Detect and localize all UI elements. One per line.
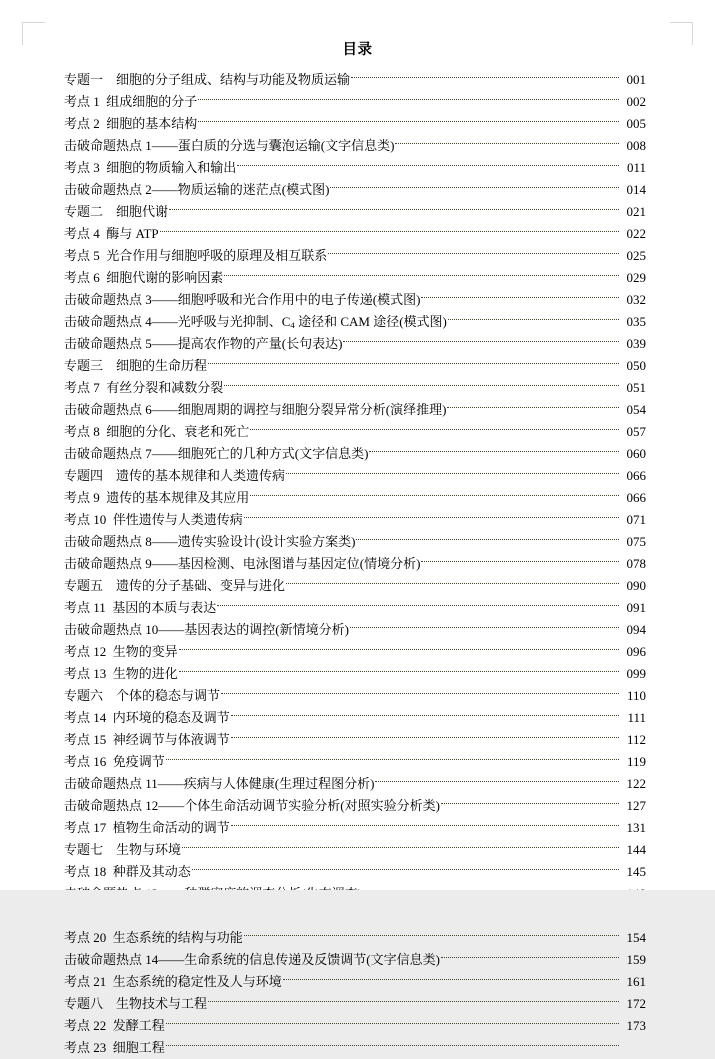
toc-entry-label: 考点 16 免疫调节 <box>64 754 165 769</box>
toc-entry-label: 击破命题热点 1——蛋白质的分选与囊泡运输(文字信息类) <box>64 138 395 153</box>
toc-entry-page-number: 161 <box>626 974 646 989</box>
toc-dot-leader <box>221 678 619 700</box>
page-title: 目录 <box>342 42 373 58</box>
toc-entry-label: 专题五 遗传的分子基础、变异与进化 <box>64 578 286 593</box>
toc-entry-label: 击破命题热点 10——基因表达的调控(新情境分析) <box>64 622 349 637</box>
toc-entry-label: 专题一 细胞的分子组成、结构与功能及物质运输 <box>64 72 351 87</box>
toc-dot-leader <box>286 458 619 480</box>
toc-entry-page-number: 099 <box>626 666 646 681</box>
toc-entry-label: 考点 10 伴性遗传与人类遗传病 <box>64 512 243 527</box>
toc-dot-leader <box>350 612 619 634</box>
toc-entry-page-number: 005 <box>626 116 646 131</box>
toc-entry-label: 考点 20 生态系统的结构与功能 <box>64 930 243 945</box>
toc-dot-leader <box>160 216 619 238</box>
toc-entry-page-number: 111 <box>627 710 646 725</box>
toc-entry-page-number: 119 <box>626 754 646 769</box>
toc-entry-page-number: 057 <box>626 424 646 439</box>
toc-entry-page-number: 110 <box>626 688 646 703</box>
toc-entry-page-number: 051 <box>626 380 646 395</box>
toc-entry-page-number: 021 <box>626 204 646 219</box>
toc-dot-leader <box>375 766 619 788</box>
toc-dot-leader <box>330 172 619 194</box>
toc-entry-page-number: 022 <box>626 226 646 241</box>
toc-entry-page-number: 172 <box>626 996 646 1011</box>
toc-dot-leader <box>441 788 619 810</box>
toc-dot-leader <box>208 986 619 1008</box>
toc-entry-label: 击破命题热点 4——光呼吸与光抑制、$C_4$ 途径和 CAM 途径(模式图) <box>64 314 447 330</box>
toc-dot-leader <box>198 106 619 128</box>
toc-dot-leader <box>244 502 619 524</box>
toc-entry-label: 考点 11 基因的本质与表达 <box>64 600 217 615</box>
toc-entry-page-number: 054 <box>626 402 646 417</box>
toc-dot-leader <box>182 832 619 854</box>
toc-entry-label: 击破命题热点 6——细胞周期的调控与细胞分裂异常分析(演绎推理) <box>64 402 447 417</box>
toc-entry-page-number: 002 <box>626 94 646 109</box>
toc-entry-page-number: 173 <box>626 1018 646 1033</box>
toc-entry-label: 考点 13 生物的进化 <box>64 666 178 681</box>
toc-entry-label: 考点 6 细胞代谢的影响因素 <box>64 270 224 285</box>
page-outside-area <box>0 890 715 922</box>
toc-entry-label: 考点 15 神经调节与体液调节 <box>64 732 230 747</box>
toc-entry-label: 专题七 生物与环境 <box>64 842 182 857</box>
toc-entry-label: 考点 14 内环境的稳态及调节 <box>64 710 230 725</box>
toc-dot-leader <box>421 546 619 568</box>
toc-dot-leader <box>208 348 619 370</box>
toc-entry-page-number: 014 <box>626 182 646 197</box>
toc-entry-label: 击破命题热点 11——疾病与人体健康(生理过程图分析) <box>64 776 375 791</box>
toc-entry-label: 专题三 细胞的生命历程 <box>64 358 208 373</box>
toc-entry-label: 专题六 个体的稳态与调节 <box>64 688 221 703</box>
toc-entry-page-number: 050 <box>626 358 646 373</box>
toc-entry-page-number: 094 <box>626 622 646 637</box>
toc-dot-leader <box>192 854 619 876</box>
toc-dot-leader <box>179 656 619 678</box>
toc-dot-leader <box>231 722 619 744</box>
toc-entry-page-number: 112 <box>626 732 646 747</box>
toc-entry-page-number: 032 <box>626 292 646 307</box>
toc-entry-label: 专题四 遗传的基本规律和人类遗传病 <box>64 468 286 483</box>
toc-entry-page-number: 029 <box>626 270 646 285</box>
toc-entry-label: 考点 23 细胞工程 <box>64 1040 165 1055</box>
toc-entry-page-number: 127 <box>626 798 646 813</box>
toc-dot-leader <box>441 942 619 964</box>
toc-entry-page-number: 096 <box>626 644 646 659</box>
toc-dot-leader <box>179 634 619 656</box>
toc-dot-leader <box>224 370 619 392</box>
toc-entry-label: 考点 21 生态系统的稳定性及人与环境 <box>64 974 282 989</box>
toc-entry-page-number: 066 <box>626 468 646 483</box>
toc-entry-label: 击破命题热点 14——生命系统的信息传递及反馈调节(文字信息类) <box>64 952 440 967</box>
toc-entry-page-number: 144 <box>626 842 646 857</box>
toc-entry-page-number: 011 <box>626 160 646 175</box>
toc-entry-page-number: 078 <box>626 556 646 571</box>
toc-entry-page-number: 131 <box>626 820 646 835</box>
toc-entry-label: 考点 2 细胞的基本结构 <box>64 116 198 131</box>
toc-entry-label: 考点 22 发酵工程 <box>64 1018 165 1033</box>
toc-entry-label: 考点 5 光合作用与细胞呼吸的原理及相互联系 <box>64 248 328 263</box>
toc-entry-page-number: 008 <box>626 138 646 153</box>
toc-dot-leader <box>166 744 619 766</box>
toc-entry-page-number: 035 <box>626 314 646 329</box>
toc-entry-label: 考点 9 遗传的基本规律及其应用 <box>64 490 250 505</box>
toc-dot-leader <box>286 568 619 590</box>
toc-entry-page-number: 001 <box>626 72 646 87</box>
toc-dot-leader <box>166 1008 619 1030</box>
toc-dot-leader <box>244 920 619 942</box>
toc-entry-label: 考点 3 细胞的物质输入和输出 <box>64 160 237 175</box>
toc-dot-leader <box>328 238 619 260</box>
toc-dot-leader <box>421 282 619 304</box>
toc-entry-label: 考点 18 种群及其动态 <box>64 864 191 879</box>
toc-entry-page-number: 145 <box>626 864 646 879</box>
toc-entry-page-number: 122 <box>626 776 646 791</box>
toc-dot-leader <box>169 194 619 216</box>
toc-dot-leader <box>448 304 619 326</box>
toc-entry-label: 考点 7 有丝分裂和减数分裂 <box>64 380 224 395</box>
toc-entry-label: 专题二 细胞代谢 <box>64 204 169 219</box>
toc-entry-page-number: 091 <box>626 600 646 615</box>
toc-entry-label: 击破命题热点 12——个体生命活动调节实验分析(对照实验分析类) <box>64 798 440 813</box>
toc-entry-label: 击破命题热点 5——提高农作物的产量(长句表达) <box>64 336 343 351</box>
toc-dot-leader <box>250 414 619 436</box>
toc-entry-page-number: 159 <box>626 952 646 967</box>
toc-entry-page-number: 060 <box>626 446 646 461</box>
toc-entry-label: 考点 1 组成细胞的分子 <box>64 94 198 109</box>
toc-entry-page-number: 075 <box>626 534 646 549</box>
toc-dot-leader <box>166 1030 619 1052</box>
toc-entry-label: 击破命题热点 3——细胞呼吸和光合作用中的电子传递(模式图) <box>64 292 421 307</box>
toc-dot-leader <box>224 260 619 282</box>
toc-entry-page-number: 071 <box>626 512 646 527</box>
toc-entry-label: 考点 8 细胞的分化、衰老和死亡 <box>64 424 250 439</box>
toc-dot-leader <box>351 62 619 84</box>
toc-dot-leader <box>237 150 619 172</box>
toc-entry-page-number: 066 <box>626 490 646 505</box>
toc-dot-leader <box>250 480 619 502</box>
toc-dot-leader <box>283 964 619 986</box>
toc-entry-label: 考点 17 植物生命活动的调节 <box>64 820 230 835</box>
toc-entry-page-number: 154 <box>626 930 646 945</box>
toc-entry-label: 考点 12 生物的变异 <box>64 644 178 659</box>
toc-entry[interactable] <box>64 62 646 87</box>
toc-dot-leader <box>198 84 619 106</box>
toc-entry-page-number: 090 <box>626 578 646 593</box>
toc-dot-leader <box>343 326 619 348</box>
toc-entry-label: 考点 4 酶与 ATP <box>64 226 159 241</box>
toc-dot-leader <box>395 128 619 150</box>
toc-entry-label: 击破命题热点 8——遗传实验设计(设计实验方案类) <box>64 534 356 549</box>
toc-entry-label: 击破命题热点 2——物质运输的迷茫点(模式图) <box>64 182 330 197</box>
toc-dot-leader <box>447 392 619 414</box>
toc-entry-page-number: 039 <box>626 336 646 351</box>
toc-entry-label: 击破命题热点 9——基因检测、电泳图谱与基因定位(情境分析) <box>64 556 421 571</box>
toc-dot-leader <box>369 436 619 458</box>
toc-entry-label: 击破命题热点 7——细胞死亡的几种方式(文字信息类) <box>64 446 369 461</box>
toc-dot-leader <box>231 700 619 722</box>
toc-dot-leader <box>217 590 619 612</box>
toc-entry-page-number: 025 <box>626 248 646 263</box>
toc-entry-label: 专题八 生物技术与工程 <box>64 996 208 1011</box>
toc-dot-leader <box>231 810 619 832</box>
toc-dot-leader <box>356 524 619 546</box>
